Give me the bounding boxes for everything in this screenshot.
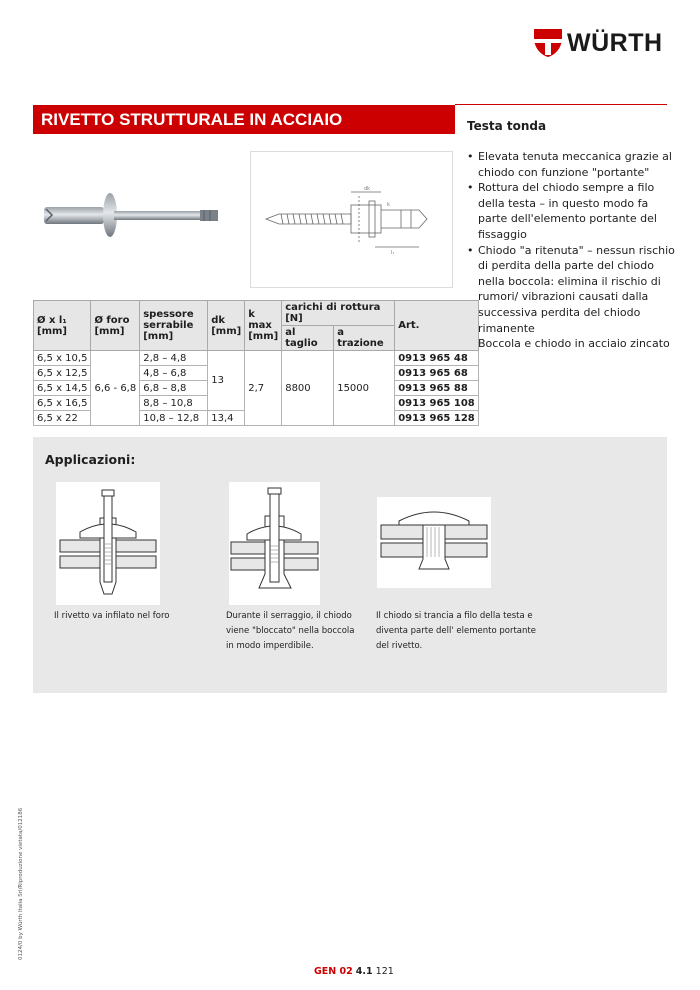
cell-grip: 4,8 – 6,8 — [140, 366, 208, 381]
cell-k: 2,7 — [245, 351, 282, 426]
header-grip: spessore serrabile [mm] — [140, 301, 208, 351]
header-dk: dk [mm] — [208, 301, 245, 351]
brand-name: WÜRTH — [567, 29, 663, 57]
header-shear: al taglio — [282, 326, 334, 351]
footer-chapter: 4.1 — [355, 966, 373, 977]
header-art: Art. — [395, 301, 479, 351]
cell-grip: 2,8 – 4,8 — [140, 351, 208, 366]
cell-shear: 8800 — [282, 351, 334, 426]
cell-grip: 6,8 – 8,8 — [140, 381, 208, 396]
wurth-logo — [533, 28, 669, 58]
cell-art: 0913 965 108 — [395, 396, 479, 411]
footer-page-number: 121 — [375, 966, 394, 977]
header-tension: a trazione — [334, 326, 395, 351]
applications-heading: Applicazioni: — [45, 452, 136, 467]
subtitle: Testa tonda — [467, 119, 547, 133]
cell-art: 0913 965 128 — [395, 411, 479, 426]
application-image-final — [377, 497, 491, 588]
cell-size: 6,5 x 12,5 — [34, 366, 91, 381]
application-image-clamping — [229, 482, 320, 605]
svg-text:dk: dk — [364, 186, 371, 192]
cell-size: 6,5 x 22 — [34, 411, 91, 426]
feature-item: • Elevata tenuta meccanica grazie al chiodo con funzione "portante" — [466, 149, 676, 180]
feature-item: • Boccola e chiodo in acciaio zincato — [466, 336, 676, 352]
cell-art: 0913 965 48 — [395, 351, 479, 366]
header-size: Ø x l₁ [mm] — [34, 301, 91, 351]
application-caption: Il chiodo si trancia a filo della testa e diventa parte dell' elemento portante del rivetto. — [376, 611, 536, 651]
cell-size: 6,5 x 16,5 — [34, 396, 91, 411]
cell-dk: 13 — [208, 351, 245, 411]
application-caption: Durante il serraggio, il chiodo viene "bloccato" nella boccola in modo imperdibile. — [226, 611, 355, 651]
title-bar — [33, 105, 455, 134]
side-note: 0124/0 by Würth Italia Srl/Riproduzione vietata/012186 — [18, 807, 24, 960]
feature-item: • Chiodo "a ritenuta" – nessun rischio di perdita della parte del chiodo nella boccola: elimina il rischio di rumori/ vibrazioni causati dalla successiva perdita del chiodo rimanente — [466, 243, 676, 337]
cell-dk: 13,4 — [208, 411, 245, 426]
application-image-insert — [56, 482, 160, 605]
wurth-logo-mark — [533, 28, 563, 58]
application-caption: Il rivetto va infilato nel foro — [54, 611, 170, 621]
page-title: RIVETTO STRUTTURALE IN ACCIAIO — [41, 110, 343, 129]
rivet-photo — [40, 185, 225, 245]
header-hole: Ø foro [mm] — [91, 301, 140, 351]
cell-art: 0913 965 88 — [395, 381, 479, 396]
cell-hole: 6,6 - 6,8 — [91, 351, 140, 426]
applications-panel — [33, 437, 667, 693]
technical-drawing — [250, 151, 453, 288]
cell-grip: 8,8 – 10,8 — [140, 396, 208, 411]
svg-text:k: k — [387, 202, 390, 208]
cell-art: 0913 965 68 — [395, 366, 479, 381]
svg-text:l₁: l₁ — [391, 250, 395, 256]
feature-list — [466, 149, 676, 352]
cell-tension: 15000 — [334, 351, 395, 426]
header-k: k max [mm] — [245, 301, 282, 351]
cell-size: 6,5 x 10,5 — [34, 351, 91, 366]
title-rule — [455, 104, 667, 105]
spec-table — [33, 300, 479, 426]
page-footer — [314, 966, 394, 977]
cell-size: 6,5 x 14,5 — [34, 381, 91, 396]
table-row — [34, 351, 479, 366]
cell-grip: 10,8 – 12,8 — [140, 411, 208, 426]
footer-section: GEN 02 — [314, 966, 353, 977]
header-loads: carichi di rottura [N] — [282, 301, 395, 326]
feature-item: • Rottura del chiodo sempre a filo della testa – in questo modo fa parte dell'elemento portante del fissaggio — [466, 180, 676, 242]
